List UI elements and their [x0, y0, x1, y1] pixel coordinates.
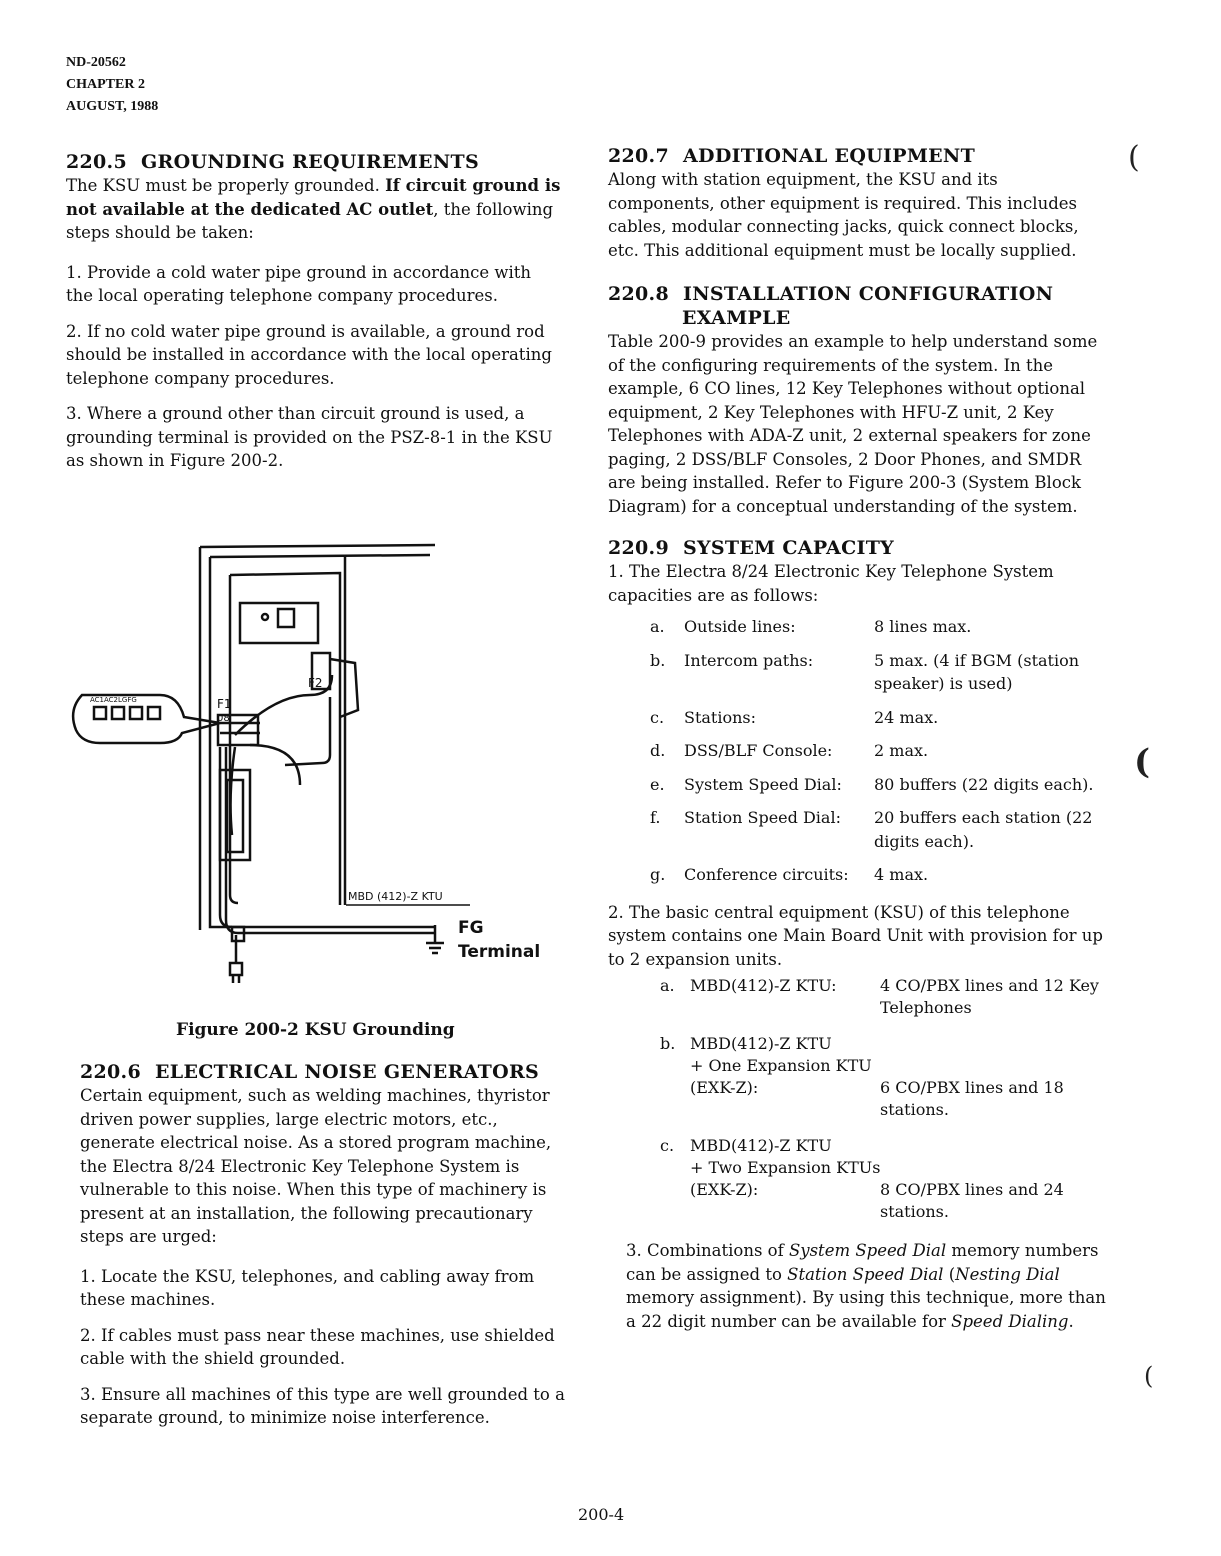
right-column	[608, 144, 1108, 1345]
list-item: 3. Where a ground other than circuit ground is used, a grounding terminal is provided on the PSZ-8-1 in the KSU as shown in Figure 200-2.	[66, 404, 553, 470]
list-item: g. Conference circuits: 4 max.	[650, 865, 929, 884]
section-body: 2. The basic central equipment (KSU) of this telephone system contains one Main Board Unit with provision for up to 2 expansion units.	[608, 902, 1103, 969]
section-heading: 220.5 GROUNDING REQUIREMENTS	[66, 151, 479, 173]
section-body: Along with station equipment, the KSU and its components, other equipment is required. This includes cables, modular connecting jacks, quick connect blocks, etc. This additional equipment must be locally supplied.	[608, 170, 1079, 260]
list-item: c. Stations: 24 max.	[650, 707, 939, 727]
list-item: e. System Speed Dial: 80 buffers (22 digits each).	[650, 774, 1094, 794]
section-intro: Certain equipment, such as welding machines, thyristor driven power supplies, large electric motors, etc., generate electrical noise. As a stored program machine, the Electra 8/24 Electronic Key Telephone System is vulnerable to this noise. When this type of machinery is present at an installation, the following precautionary steps are urged:	[80, 1086, 552, 1246]
section-body: 3. Combinations of System Speed Dial memory numbers can be assigned to Station Speed Dial (Nesting Dial memory assignment). By using this technique, more than a 22 digit number can be available for Speed Dialing.	[626, 1241, 1106, 1331]
section-heading: 220.8 INSTALLATION CONFIGURATION	[608, 283, 1054, 305]
callout-label: AC1AC2LGFG	[90, 696, 137, 704]
list-item: d. DSS/BLF Console: 2 max.	[650, 741, 929, 760]
list-item: f. Station Speed Dial: 20 buffers each station (22 digits each).	[650, 808, 1093, 851]
document-header	[66, 52, 158, 118]
section-heading: 220.9 SYSTEM CAPACITY	[608, 537, 894, 559]
list-item: b. Intercom paths: 5 max. (4 if BGM (station speaker) is used)	[650, 650, 1080, 693]
board-label: MBD (412)-Z KTU	[348, 890, 443, 903]
section-heading: 220.6 ELECTRICAL NOISE GENERATORS	[80, 1061, 540, 1083]
ksu-grounding-figure	[60, 535, 560, 990]
fuse-rating: 08	[217, 713, 230, 724]
transformer	[220, 770, 250, 860]
section-heading: 220.7 ADDITIONAL EQUIPMENT	[608, 145, 976, 167]
list-item: 2. If no cold water pipe ground is available, a ground rod should be installed in accordance with the local operating telephone company procedures.	[66, 321, 552, 388]
doc-date: AUGUST, 1988	[66, 99, 159, 114]
section-intro: The KSU must be properly grounded. If circuit ground is not available at the dedicated AC outlet, the following steps should be taken:	[66, 176, 561, 242]
margin-mark: (	[1128, 140, 1140, 175]
page-number: 200-4	[578, 1505, 625, 1524]
doc-id: ND-20562	[66, 55, 126, 70]
cabinet-outline	[200, 545, 435, 547]
list-item: 3. Ensure all machines of this type are well grounded to a separate ground, to minimize noise interference.	[80, 1384, 565, 1427]
fg-label: FG	[458, 918, 484, 938]
list-item: c. MBD(412)-Z KTU + Two Expansion KTUs (EXK-Z): 8 CO/PBX lines and 24 stations.	[660, 1136, 1064, 1221]
f2-label: F2	[308, 676, 323, 690]
section-220-6	[80, 1060, 576, 1442]
section-heading-cont: EXAMPLE	[682, 307, 791, 329]
section-220-5	[66, 150, 562, 485]
margin-mark: (	[1134, 742, 1151, 782]
list-item: a. MBD(412)-Z KTU: 4 CO/PBX lines and 12 Key Telephones	[660, 976, 1099, 1017]
list-item: b. MBD(412)-Z KTU + One Expansion KTU (EXK-Z): 6 CO/PBX lines and 18 stations.	[660, 1034, 1064, 1119]
ksu-config-list	[608, 975, 1108, 1223]
list-item: a. Outside lines: 8 lines max.	[650, 617, 972, 636]
list-item: 1. Provide a cold water pipe ground in accordance with the local operating telephone company procedures.	[66, 262, 532, 305]
f1-label: F1	[217, 697, 232, 711]
figure-caption: Figure 200-2 KSU Grounding	[176, 1020, 455, 1040]
capacity-list	[608, 615, 1108, 887]
terminal-label: Terminal	[458, 942, 541, 962]
section-body: Table 200-9 provides an example to help understand some of the configuring requirements of the system. In the example, 6 CO lines, 12 Key Telephones without optional equipment, 2 Key Telephones with HFU-Z unit, 2 Key Telephones with ADA-Z unit, 2 external speakers for zone paging, 2 DSS/BLF Consoles, 2 Door Phones, and SMDR are being installed. Refer to Figure 200-3 (System Block Diagram) for a conceptual understanding of the system.	[608, 332, 1098, 516]
margin-mark: (	[1144, 1362, 1154, 1390]
chapter-label: CHAPTER 2	[66, 77, 145, 92]
list-item: 1. Locate the KSU, telephones, and cabling away from these machines.	[80, 1266, 535, 1309]
section-body: 1. The Electra 8/24 Electronic Key Telephone System capacities are as follows:	[608, 562, 1054, 605]
list-item: 2. If cables must pass near these machines, use shielded cable with the shield grounded.	[80, 1325, 555, 1368]
